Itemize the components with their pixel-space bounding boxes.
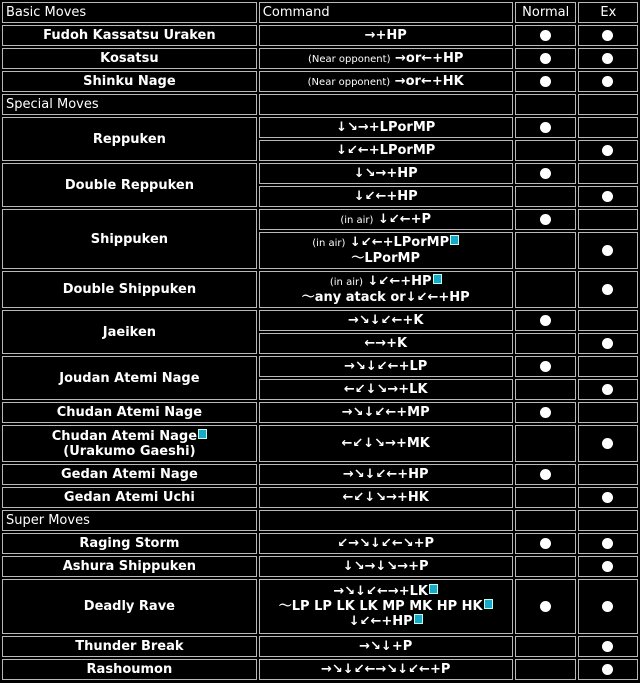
move-name: Shinku Nage (2, 71, 257, 92)
section-super-moves: Super Moves (2, 510, 257, 531)
section-basic-moves: Basic Moves (2, 2, 257, 23)
normal-mark (515, 25, 576, 46)
ex-mark (578, 379, 638, 400)
ex-mark (578, 556, 638, 577)
move-command (259, 48, 513, 69)
move-name: Double Shippuken (2, 271, 257, 308)
normal-mark (515, 48, 576, 69)
move-name: Shippuken (2, 209, 257, 269)
dot-icon (602, 245, 613, 256)
dot-icon (540, 407, 551, 418)
ex-mark (578, 636, 638, 657)
command-input: ～LPorMP (351, 251, 420, 266)
move-row (2, 271, 638, 308)
dot-icon (602, 438, 613, 449)
column-ex: Ex (578, 2, 638, 23)
move-row (2, 356, 638, 377)
ex-mark (578, 140, 638, 161)
dot-icon (540, 601, 551, 612)
move-name: Rashoumon (2, 659, 257, 680)
move-row (2, 163, 638, 184)
dot-icon (602, 492, 613, 503)
move-command: →↘↓+P (259, 636, 513, 657)
move-name (2, 425, 257, 462)
dot-icon (602, 191, 613, 202)
ex-mark (578, 333, 638, 354)
move-row (2, 487, 638, 508)
dot-icon (540, 315, 551, 326)
move-row (2, 25, 638, 46)
move-row (2, 425, 638, 462)
move-command: ←↙↓↘→+HK (259, 487, 513, 508)
move-row (2, 579, 638, 634)
move-command: ↓↙←+HP (259, 186, 513, 207)
move-row (2, 533, 638, 554)
move-command (259, 579, 513, 634)
command-input: ↓↙←+HP (348, 614, 413, 629)
ex-mark (578, 425, 638, 462)
move-command: ↙→↘↓↙←↘+P (259, 533, 513, 554)
command-note: (Near opponent) (307, 76, 391, 88)
move-command: ←→+K (259, 333, 513, 354)
move-name: Double Reppuken (2, 163, 257, 207)
move-command: →↘↓↙←→↘↓↙←+P (259, 659, 513, 680)
dot-icon (602, 76, 613, 87)
move-command: →↘↓↙←+K (259, 310, 513, 331)
move-row (2, 402, 638, 423)
command-note: (in air) (329, 277, 363, 288)
link-icon (429, 584, 438, 594)
column-normal: Normal (515, 2, 576, 23)
dot-icon (540, 53, 551, 64)
command-input: ↓↙←+P (377, 211, 432, 227)
section-special-moves: Special Moves (2, 94, 257, 115)
header-row (2, 2, 638, 23)
dot-icon (540, 538, 551, 549)
move-row (2, 48, 638, 69)
normal-mark (515, 117, 576, 138)
move-name: Raging Storm (2, 533, 257, 554)
move-command: ←↙↓↘→+LK (259, 379, 513, 400)
move-row (2, 117, 638, 138)
dot-icon (602, 664, 613, 675)
move-command: →↘↓↙←+MP (259, 402, 513, 423)
move-name: Deadly Rave (2, 579, 257, 634)
dot-icon (540, 361, 551, 372)
dot-icon (602, 641, 613, 652)
ex-mark (578, 186, 638, 207)
move-row (2, 310, 638, 331)
move-row (2, 71, 638, 92)
move-command: →+HP (259, 25, 513, 46)
command-input: ～LP LP LK LK MP MK HP HK (278, 599, 483, 614)
dot-icon (602, 53, 613, 64)
command-input: ～any atack or↓↙←+HP (301, 290, 470, 305)
move-row (2, 556, 638, 577)
move-command (259, 209, 513, 230)
normal-mark (515, 310, 576, 331)
link-icon (198, 429, 207, 439)
move-name: Gedan Atemi Uchi (2, 487, 257, 508)
ex-mark (578, 487, 638, 508)
normal-mark (515, 71, 576, 92)
move-row (2, 209, 638, 230)
section-row (2, 94, 638, 115)
section-row (2, 510, 638, 531)
dot-icon (540, 168, 551, 179)
dot-icon (602, 601, 613, 612)
command-note: (in air) (312, 238, 346, 249)
ex-mark (578, 71, 638, 92)
ex-mark (578, 579, 638, 634)
link-icon (414, 614, 423, 624)
dot-icon (602, 561, 613, 572)
ex-mark (578, 25, 638, 46)
dot-icon (602, 338, 613, 349)
ex-mark (578, 48, 638, 69)
normal-mark (515, 533, 576, 554)
move-name: Reppuken (2, 117, 257, 161)
dot-icon (602, 30, 613, 41)
command-input: →↘↓↙←→+LK (333, 584, 428, 599)
move-name-line: Chudan Atemi Nage (51, 428, 198, 444)
command-input: ↓↙←+HP (367, 274, 432, 289)
move-row (2, 636, 638, 657)
normal-mark (515, 163, 576, 184)
command-note: (in air) (340, 214, 374, 226)
move-command: ↓↙←+LPorMP (259, 140, 513, 161)
dot-icon (602, 145, 613, 156)
normal-mark (515, 356, 576, 377)
normal-mark (515, 209, 576, 230)
dot-icon (602, 538, 613, 549)
move-row (2, 464, 638, 485)
dot-icon (540, 76, 551, 87)
dot-icon (540, 214, 551, 225)
move-command: ↓↘→↓↘→+P (259, 556, 513, 577)
dot-icon (540, 469, 551, 480)
dot-icon (540, 30, 551, 41)
command-input: ↓↙←+LPorMP (349, 235, 450, 250)
normal-mark (515, 402, 576, 423)
move-name: Gedan Atemi Nage (2, 464, 257, 485)
move-name: Fudoh Kassatsu Uraken (2, 25, 257, 46)
normal-mark (515, 579, 576, 634)
move-command: ↓↘→+LPorMP (259, 117, 513, 138)
ex-mark (578, 232, 638, 269)
ex-mark (578, 271, 638, 308)
move-command (259, 232, 513, 269)
ex-mark (578, 659, 638, 680)
move-name: Jaeiken (2, 310, 257, 354)
move-name: Ashura Shippuken (2, 556, 257, 577)
link-icon (433, 274, 442, 284)
move-command (259, 71, 513, 92)
dot-icon (602, 284, 613, 295)
command-input: →or←+HP (395, 50, 464, 66)
column-command: Command (259, 2, 513, 23)
move-command: →↘↓↙←+LP (259, 356, 513, 377)
move-name: Thunder Break (2, 636, 257, 657)
move-name: Kosatsu (2, 48, 257, 69)
command-input: →or←+HK (394, 73, 464, 89)
ex-mark (578, 533, 638, 554)
move-command: ↓↘→+HP (259, 163, 513, 184)
move-name-line: (Urakumo Gaeshi) (63, 443, 196, 459)
link-icon (450, 235, 459, 245)
command-note: (Near opponent) (307, 53, 391, 65)
move-name: Joudan Atemi Nage (2, 356, 257, 400)
dot-icon (602, 384, 613, 395)
move-row (2, 659, 638, 680)
link-icon (484, 599, 493, 609)
move-command: →↘↓↙←+HP (259, 464, 513, 485)
move-name: Chudan Atemi Nage (2, 402, 257, 423)
normal-mark (515, 464, 576, 485)
move-command (259, 271, 513, 308)
dot-icon (540, 122, 551, 133)
move-command: ←↙↓↘→+MK (259, 425, 513, 462)
